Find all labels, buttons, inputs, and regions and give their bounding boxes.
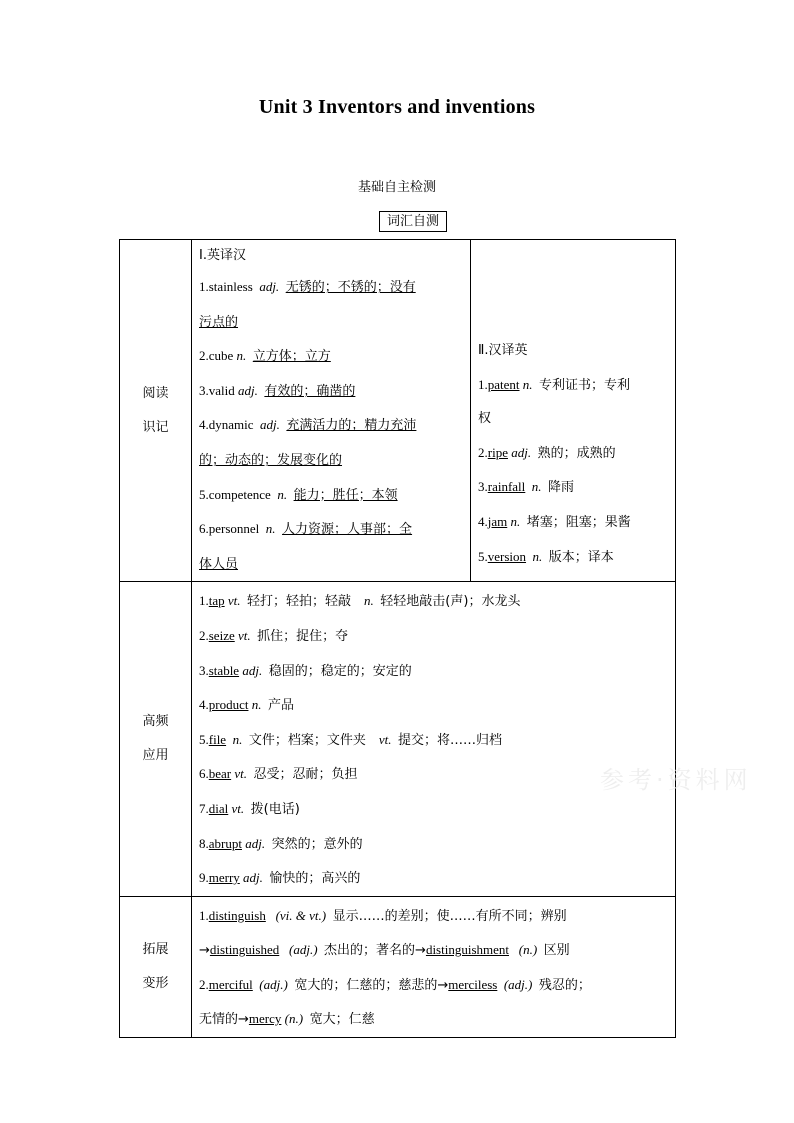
reading-label-2: 识记 — [142, 419, 169, 435]
arrow-icon: → — [199, 943, 210, 959]
item-pos: n. — [277, 486, 288, 502]
item-meaning: 拨(电话) — [250, 801, 300, 817]
item-answer: distinguish — [208, 907, 266, 923]
vocab-item — [478, 470, 675, 505]
item-answer: ripe — [487, 444, 508, 460]
item-answer: tap — [208, 593, 225, 609]
item-pos: adj. — [243, 870, 263, 886]
vocab-item-cont — [199, 305, 470, 340]
section-subtitle: 基础自主检测 — [357, 180, 436, 195]
item-answer: 无锈的；不锈的；没有 — [285, 280, 416, 295]
expand-line — [199, 968, 675, 1003]
item-pos: adj. — [238, 382, 258, 398]
item-pos: adj. — [511, 444, 532, 460]
watermark: 参考·资料网 — [600, 766, 752, 794]
item-answer: mercy — [248, 1011, 282, 1027]
reading-label-1: 阅读 — [142, 385, 169, 401]
item-pos: n. — [236, 348, 247, 364]
item-answer: 人力资源；人事部；全 — [282, 522, 413, 538]
vocab-item — [199, 339, 470, 374]
item-answer: version — [487, 548, 527, 564]
item-meaning: 堵塞；阻塞；果酱 — [526, 514, 631, 530]
item-answer: merciless — [448, 976, 498, 992]
item-meaning: 残忍的； — [538, 977, 591, 993]
item-num: 3. — [199, 662, 209, 678]
expand-label-2: 变形 — [142, 975, 169, 991]
item-pos: n. — [251, 697, 262, 713]
item-num: 8. — [199, 835, 209, 851]
item-num: 1. — [199, 593, 209, 609]
item-meaning: 愉快的；高兴的 — [269, 871, 361, 887]
item-pos: (n.) — [284, 1011, 304, 1027]
vocab-item-cont: 权 — [478, 411, 492, 427]
item-pos: (adj.) — [259, 976, 288, 992]
item-word: 1.stainless — [199, 279, 253, 294]
item-answer: distinguishment — [425, 942, 509, 958]
item-answer: stable — [208, 662, 240, 678]
vocab-item — [199, 584, 675, 619]
item-num: 1. — [478, 376, 488, 392]
item-num: 6. — [199, 766, 209, 782]
item-pos: n. — [531, 479, 542, 495]
vocab-item — [478, 505, 675, 540]
expand-line — [199, 899, 675, 934]
expand-line — [199, 1002, 675, 1037]
item-answer-cont: 的；动态的；发展变化的 — [199, 452, 343, 468]
item-answer: file — [208, 731, 227, 747]
item-num: 5. — [199, 731, 209, 747]
frequent-row — [120, 582, 676, 896]
item-num: 7. — [199, 800, 209, 816]
item-num: 4. — [199, 697, 209, 713]
reading-row — [120, 240, 676, 582]
item-pos: adj. — [242, 662, 263, 678]
vocabulary-table — [119, 239, 676, 1038]
item-word: 6.personnel — [199, 521, 260, 537]
item-num: 3. — [478, 479, 488, 495]
item-meaning: 显示……的差别；使……有所不同；辨别 — [332, 908, 567, 924]
expand-line — [199, 933, 675, 968]
boxed-label: 词汇自测 — [379, 211, 447, 232]
vocab-item — [199, 619, 675, 654]
page-title: Unit 3 Inventors and inventions — [258, 96, 536, 118]
item-answer: distinguished — [209, 942, 280, 958]
vocab-item — [199, 723, 675, 758]
item-answer: 立方体；立方 — [252, 349, 331, 365]
vocab-item-cont — [199, 547, 470, 582]
vocab-item — [199, 654, 675, 689]
item-answer: dial — [208, 800, 229, 816]
frequent-cell — [192, 582, 676, 896]
item-word: 4.dynamic — [199, 417, 254, 433]
item-answer: rainfall — [487, 479, 526, 495]
item-meaning: 专利证书；专利 — [539, 377, 631, 393]
item-meaning: 无情的→ — [199, 1012, 249, 1028]
item-num: 9. — [199, 870, 209, 886]
item-answer: product — [208, 697, 249, 713]
item-pos: vt. — [378, 731, 392, 747]
item-num: 2. — [199, 976, 209, 992]
item-meaning: 杰出的；著名的→ — [324, 943, 426, 959]
item-pos: adj. — [260, 417, 280, 433]
vocab-item — [199, 374, 470, 409]
vocab-item — [199, 408, 470, 443]
item-num: 2. — [199, 627, 209, 643]
item-meaning: 产品 — [267, 698, 294, 714]
item-meaning: 忍受；忍耐；负担 — [253, 767, 358, 783]
item-pos: (adj.) — [503, 976, 533, 992]
item-pos: n. — [364, 593, 374, 609]
item-pos: vt. — [231, 800, 245, 816]
item-answer: 有效的；确凿的 — [264, 383, 356, 399]
expand-row — [120, 896, 676, 1037]
item-meaning: 稳固的；稳定的；安定的 — [268, 663, 412, 679]
vocab-item — [199, 270, 470, 305]
item-pos: adj. — [259, 279, 280, 294]
item-meaning: 熟的；成熟的 — [537, 445, 616, 461]
item-meaning: 提交；将……归档 — [397, 732, 502, 748]
item-meaning: 轻轻地敲击(声)；水龙头 — [380, 594, 521, 610]
item-meaning: 轻打；轻拍；轻敲 — [247, 594, 352, 610]
reading-row-header — [120, 240, 192, 582]
item-meaning: 版本；译本 — [548, 549, 614, 565]
item-answer: merciful — [208, 976, 253, 992]
cn-to-eng-heading: Ⅱ.汉译英 — [478, 343, 528, 358]
item-word: 5.competence — [199, 486, 271, 502]
item-pos: vt. — [237, 627, 251, 643]
frequent-label-1: 高频 — [142, 714, 169, 730]
item-answer: seize — [208, 627, 235, 643]
vocab-item — [478, 436, 675, 471]
item-pos: (vi. & vt.) — [275, 907, 327, 923]
vocab-item — [199, 792, 675, 827]
frequent-label-2: 应用 — [142, 748, 169, 764]
vocab-item — [478, 368, 675, 403]
cn-to-eng-cell — [471, 240, 676, 582]
item-meaning: 文件；档案；文件夹 — [248, 732, 366, 748]
item-meaning: 宽大的；仁慈的；慈悲的→ — [294, 977, 449, 993]
vocab-item — [199, 512, 470, 547]
item-pos: n. — [510, 513, 521, 529]
item-pos: vt. — [227, 593, 241, 609]
expand-row-header — [120, 896, 192, 1037]
item-answer: 能力；胜任；本领 — [293, 487, 398, 503]
item-word: 2.cube — [199, 348, 234, 364]
item-pos: n. — [265, 521, 276, 537]
item-answer: bear — [208, 766, 232, 782]
expand-cell — [192, 896, 676, 1037]
item-pos: n. — [232, 731, 243, 747]
expand-label-1: 拓展 — [142, 941, 169, 957]
item-word: 3.valid — [199, 382, 235, 398]
item-pos: adj. — [245, 835, 266, 851]
item-pos: vt. — [234, 766, 248, 782]
vocab-item — [199, 478, 470, 513]
item-meaning: 降雨 — [548, 480, 575, 496]
item-meaning: 宽大；仁慈 — [309, 1012, 375, 1028]
item-num: 1. — [199, 907, 209, 923]
vocab-item — [199, 861, 675, 896]
item-answer: merry — [208, 870, 240, 886]
item-answer-cont: 污点的 — [199, 314, 239, 330]
item-answer: jam — [487, 513, 508, 529]
item-meaning: 抓住；捉住；夺 — [257, 628, 349, 644]
vocab-item — [478, 540, 675, 575]
vocab-item-cont — [199, 443, 470, 478]
frequent-row-header — [120, 582, 192, 896]
item-num: 5. — [478, 548, 488, 564]
eng-to-cn-heading: Ⅰ.英译汉 — [199, 248, 246, 263]
item-answer-cont: 体人员 — [199, 556, 239, 572]
vocab-item — [199, 827, 675, 862]
eng-to-cn-cell — [192, 240, 471, 582]
item-num: 4. — [478, 513, 488, 529]
item-answer: 充满活力的；精力充沛 — [286, 418, 417, 434]
item-pos: n. — [522, 376, 533, 392]
item-pos: (adj.) — [289, 942, 318, 958]
item-answer: abrupt — [208, 835, 242, 851]
item-pos: (n.) — [518, 942, 538, 958]
vocab-item — [199, 688, 675, 723]
item-pos: n. — [532, 548, 543, 564]
item-meaning: 区别 — [543, 943, 570, 959]
item-answer: patent — [487, 376, 520, 392]
item-num: 2. — [478, 444, 488, 460]
item-meaning: 突然的；意外的 — [271, 836, 363, 852]
